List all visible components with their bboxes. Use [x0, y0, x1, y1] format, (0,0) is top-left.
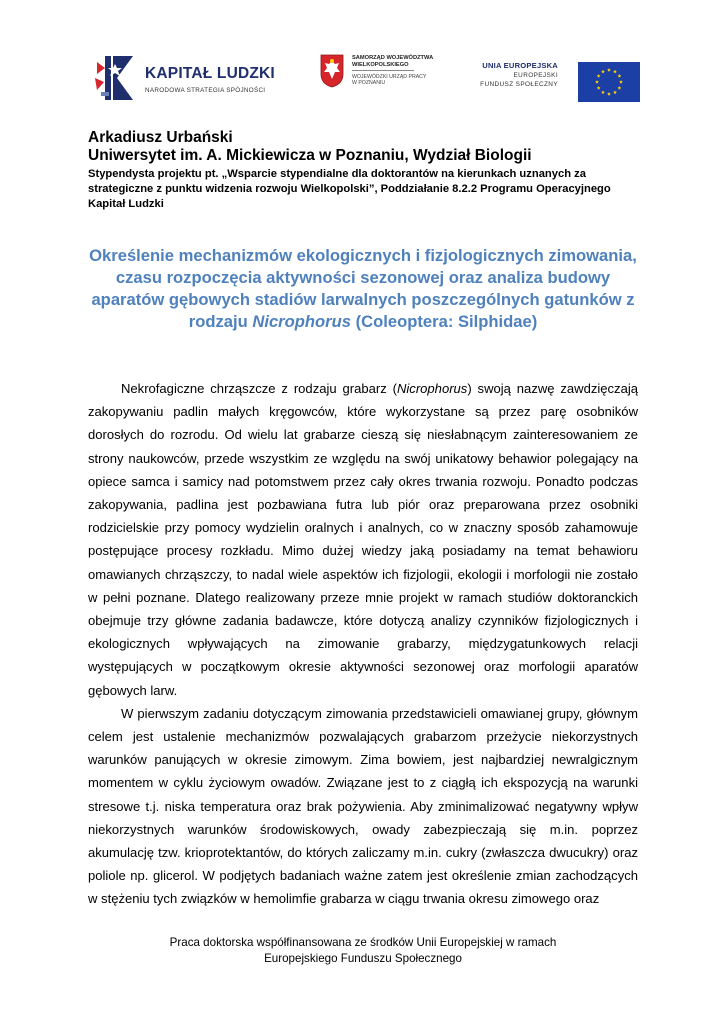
kapital-ludzki-title: KAPITAŁ LUDZKI	[145, 65, 275, 82]
title-genus: Nicrophorus	[252, 312, 352, 331]
author-block	[88, 129, 648, 212]
samorzad-name	[352, 55, 433, 68]
author-name: Arkadiusz Urbański	[88, 129, 233, 146]
unia-line3: FUNDUSZ SPOŁECZNY	[480, 81, 558, 88]
unia-text	[480, 61, 558, 89]
footer-line1: Praca doktorska współfinansowana ze środków Unii Europejskiej w ramach	[169, 936, 557, 949]
page-footer	[88, 935, 638, 966]
unia-line2: EUROPEJSKI	[513, 72, 558, 79]
samorzad-divider	[352, 70, 414, 71]
footer-line2: Europejskiego Funduszu Społecznego	[264, 951, 462, 965]
title-part1: Określenie mechanizmów ekologicznych i fizjologicznych zimowania, czasu rozpoczęcia aktywności sezonowej oraz analiza budowy aparatów gębowych stadiów larwalnych poszczególnych gatunków z rodzaju	[89, 246, 637, 331]
p1-rest: ) swoją nazwę zawdzięczają zakopywaniu padlin małych kręgowców, które wykorzystane są przez parę osobników dorosłych do rozrodu. Od wielu lat grabarze cieszą się niesłabnącym zainteresowaniem ze strony naukowców, przede wszystkim ze względu na swój unikatowy behawior polegający na opiece samca i samicy nad potomstwem przez cały okres trwania rozwoju. Ponadto podczas zakopywania, padlina jest pozbawiana futra lub piór oraz preparowana przez osobniki rodzicielskie przy pomocy wydzielin oralnych i analnych, co w znaczny sposób zahamowuje postępujące procesy rozkładu. Mimo dużej wiedzy jaką posiadamy na temat behawioru omawianych chrząszczy, to nadal wiele aspektów ich fizjologii, ekologii i morfologii nie zostało w pełni poznane. Dlatego realizowany przeze mnie projekt w ramach studiów doktoranckich obejmuje trzy główne zadania badawcze, które dotyczą analizy czynników fizjologicznych i ekologicznych wpływających na zimowanie grabarzy, międzygatunkowych relacji występujących w początkowym okresie aktywności sezonowej oraz morfologii aparatów gębowych larw.	[88, 381, 638, 698]
logo-strip	[95, 50, 635, 110]
samorzad-line1: SAMORZĄD WOJEWÓDZTWA	[352, 55, 434, 61]
eagle-shield-icon	[320, 54, 344, 88]
samorzad-logo	[320, 54, 440, 106]
wup-name	[352, 74, 426, 86]
unia-line1: UNIA EUROPEJSKA	[482, 61, 558, 70]
author-university: Uniwersytet im. A. Mickiewicza w Poznaniu, Wydział Biologii	[88, 147, 532, 164]
paragraph-1	[88, 377, 638, 702]
title-part2: (Coleoptera: Silphidae)	[351, 312, 538, 331]
samorzad-line4: W POZNANIU	[352, 80, 386, 86]
eu-flag-icon	[578, 62, 640, 102]
p1-genus: Nicrophorus	[396, 381, 468, 396]
kapital-ludzki-subtitle: NARODOWA STRATEGIA SPÓJNOŚCI	[145, 87, 266, 94]
kapital-ludzki-logo	[95, 50, 295, 108]
author-grant-info: Stypendysta projektu pt. „Wsparcie stypendialne dla doktorantów na kierunkach uznanych za strategiczne z punktu widzenia rozwoju Wielkopolski”, Poddziałanie 8.2.2 Programu Operacyjnego Kapitał Ludzki	[88, 168, 611, 210]
p1-start: Nekrofagiczne chrząszcze z rodzaju grabarz (	[121, 381, 397, 396]
unia-europejska-logo	[465, 61, 640, 101]
samorzad-line2: WIELKOPOLSKIEGO	[352, 61, 409, 68]
kapital-ludzki-emblem-icon	[95, 52, 135, 104]
paragraph-2: W pierwszym zadaniu dotyczącym zimowania przedstawicieli omawianej grupy, głównym celem jest ustalenie mechanizmów pozwalających grabarzom przeżycie niekorzystnych warunków panujących w okresie zimowym. Zima bowiem, jest najbardziej newralgicznym momentem w cyklu życiowym owadów. Związane jest to z ciągłą ich ekspozycją na warunki stresowe t.j. niska temperatura oraz brak pożywienia. Aby zminimalizować negatywny wpływ niekorzystnych warunków środowiskowych, owady zabezpieczają się m.in. poprzez akumulację tzw. krioprotektantów, do których zaliczamy m.in. cukry (zwłaszcza dwucukry) oraz poliole np. glicerol. W podjętych badaniach ważne zatem jest określenie zmian zachodzących w stężeniu tych związków w hemolimfie grabarza w ciągu trwania okresu zimowego oraz	[88, 705, 638, 907]
samorzad-line3: WOJEWÓDZKI URZĄD PRACY	[352, 74, 427, 80]
document-title	[88, 245, 638, 333]
body-text	[88, 377, 638, 911]
